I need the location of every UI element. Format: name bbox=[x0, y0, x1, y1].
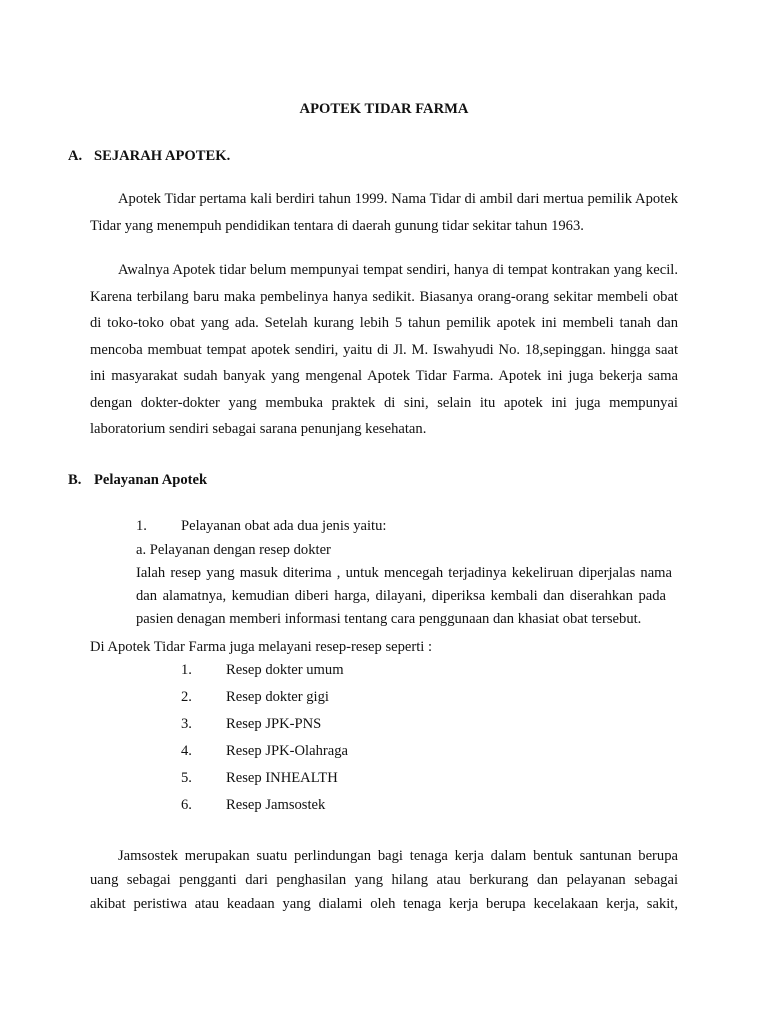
section-a-paragraph-1 bbox=[90, 186, 678, 239]
section-b-heading: Pelayanan Apotek bbox=[94, 472, 208, 488]
resep-text: Resep JPK-PNS bbox=[226, 716, 322, 732]
resep-text: Resep dokter umum bbox=[226, 662, 344, 678]
jamsostek-line: Jamsostek merupakan suatu perlindungan bagi tenaga kerja dalam bentuk santunan berupa bbox=[118, 848, 678, 864]
list-item-number: 1. bbox=[136, 518, 147, 534]
resep-number: 2. bbox=[181, 689, 192, 705]
resep-number: 5. bbox=[181, 770, 192, 786]
resep-number: 4. bbox=[181, 743, 192, 759]
resep-text: Resep JPK-Olahraga bbox=[226, 743, 348, 759]
jamsostek-line: akibat peristiwa atau keadaan yang dialami oleh tenaga kerja berupa kecelakaan kerja, sakit, bbox=[90, 896, 678, 912]
resep-number: 6. bbox=[181, 797, 192, 813]
description-line: Ialah resep yang masuk diterima , untuk mencegah terjadinya kekeliruan diperjalas nama bbox=[136, 565, 672, 581]
paragraph-text: Awalnya Apotek tidar belum mempunyai tempat sendiri, hanya di tempat kontrakan yang kecil. Karena terbilang baru maka pembelinya hanya sedikit. Biasanya orang-orang sekitar membeli obat di toko-toko obat yang ada. Setelah kurang lebih 5 tahun pemilik apotek ini membeli tanah dan mencoba membuat tempat apotek sendiri, yaitu di Jl. M. Iswahyudi No. 18,sepinggan. hingga saat ini masyarakat sudah banyak yang mengenal Apotek Tidar Farma. Apotek ini juga bekerja sama dengan dokter-dokter yang membuka praktek di sini, selain itu apotek ini juga mempunyai laboratorium sendiri sebagai sarana penunjang kesehatan. bbox=[90, 262, 678, 437]
sub-item-a: a. Pelayanan dengan resep dokter bbox=[136, 542, 331, 558]
resep-text: Resep dokter gigi bbox=[226, 689, 329, 705]
document-title: APOTEK TIDAR FARMA bbox=[299, 101, 469, 117]
resep-number: 3. bbox=[181, 716, 192, 732]
description-line: dan alamatnya, kemudian diberi harga, dilayani, diperiksa kembali dan diserahkan pada bbox=[136, 588, 666, 604]
paragraph-text: Apotek Tidar pertama kali berdiri tahun 1999. Nama Tidar di ambil dari mertua pemilik Apotek Tidar yang menempuh pendidikan tentara di daerah gunung tidar sekitar tahun 1963. bbox=[90, 191, 678, 234]
resep-text: Resep Jamsostek bbox=[226, 797, 326, 813]
list-item-text: Pelayanan obat ada dua jenis yaitu: bbox=[181, 518, 387, 534]
jamsostek-line: uang sebagai pengganti dari penghasilan yang hilang atau berkurang dan pelayanan sebagai bbox=[90, 872, 678, 888]
resep-number: 1. bbox=[181, 662, 192, 678]
section-b-label: B. bbox=[68, 472, 82, 488]
resep-intro: Di Apotek Tidar Farma juga melayani resep-resep seperti : bbox=[90, 639, 433, 655]
section-a-heading: SEJARAH APOTEK. bbox=[94, 148, 231, 164]
description-line: pasien denagan memberi informasi tentang cara penggunaan dan khasiat obat tersebut. bbox=[136, 611, 642, 627]
resep-text: Resep INHEALTH bbox=[226, 770, 338, 786]
section-a-label: A. bbox=[68, 148, 83, 164]
section-a-paragraph-2 bbox=[90, 257, 678, 443]
